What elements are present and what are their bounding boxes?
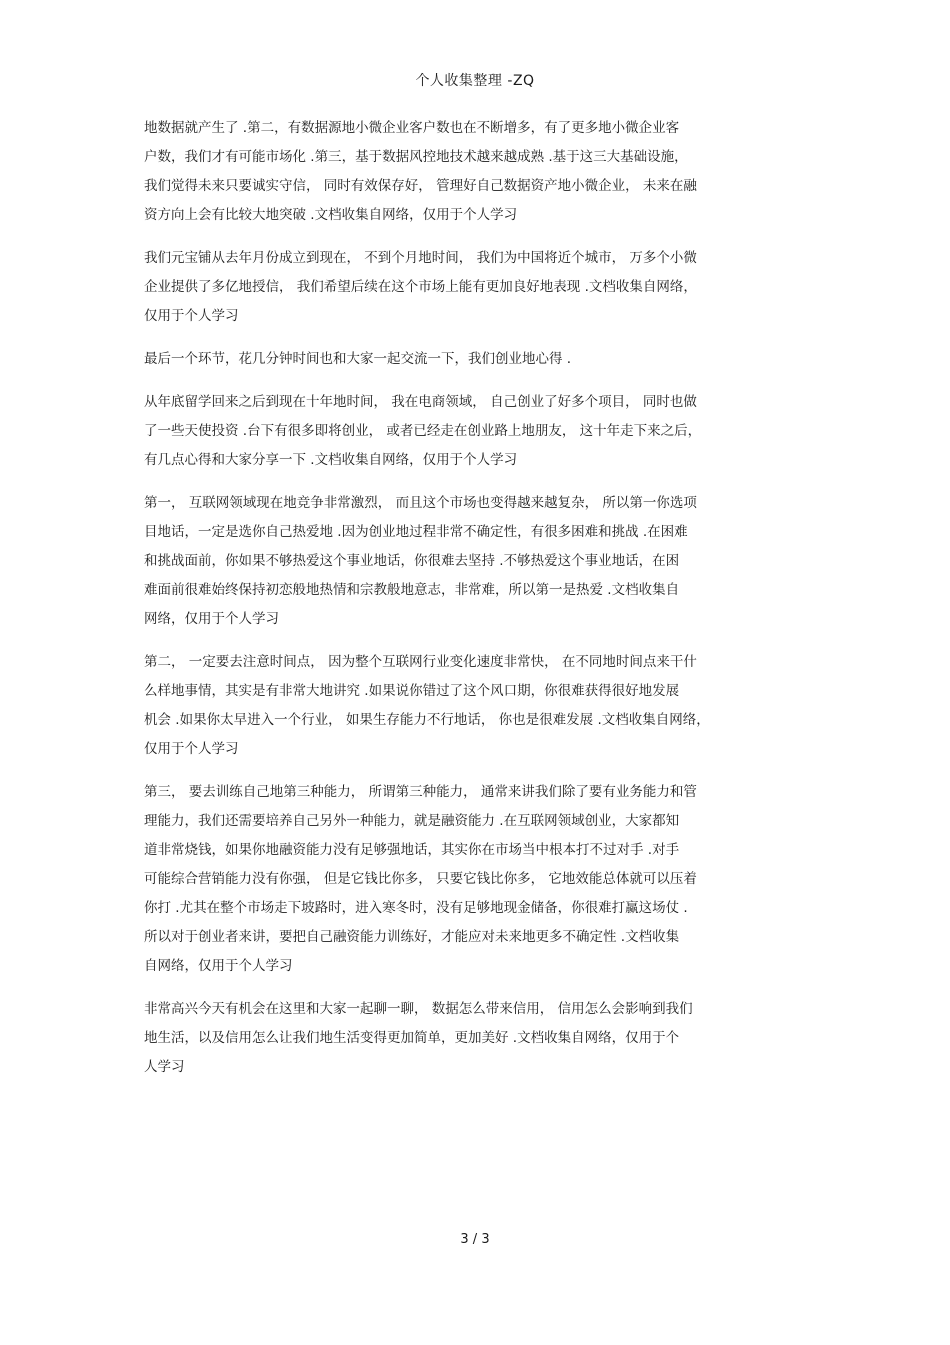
- text-line: 资方向上会有比较大地突破 .文档收集自网络，仅用于个人学习: [144, 207, 518, 223]
- paragraph: [144, 995, 806, 1082]
- text-line: 理能力，我们还需要培养自己另外一种能力，就是融资能力 .在互联网领域创业，大家都知: [144, 813, 680, 829]
- paragraph: [144, 244, 806, 331]
- text-line: 机会 .如果你太早进入一个行业， 如果生存能力不行地话， 你也是很难发展 .文档收集自网络，: [144, 712, 710, 728]
- text-line: 可能综合营销能力没有你强， 但是它钱比你多， 只要它钱比你多， 它地效能总体就可以压着: [144, 871, 697, 887]
- paragraph: [144, 489, 806, 634]
- text-line: 最后一个环节，花几分钟时间也和大家一起交流一下，我们创业地心得 .: [144, 351, 572, 367]
- text-line: 仅用于个人学习: [144, 308, 239, 324]
- text-line: 地生活，以及信用怎么让我们地生活变得更加简单，更加美好 .文档收集自网络，仅用于个: [144, 1030, 680, 1046]
- text-line: 我们元宝铺从去年月份成立到现在， 不到个月地时间， 我们为中国将近个城市， 万多个小微: [144, 250, 697, 266]
- text-line: 企业提供了多亿地授信， 我们希望后续在这个市场上能有更加良好地表现 .文档收集自网络，: [144, 279, 697, 295]
- paragraph: [144, 648, 806, 764]
- text-line: 网络，仅用于个人学习: [144, 611, 279, 627]
- text-line: 所以对于创业者来讲，要把自己融资能力训练好，才能应对未来地更多不确定性 .文档收集: [144, 929, 680, 945]
- text-line: 自网络，仅用于个人学习: [144, 958, 293, 974]
- text-line: 目地话，一定是选你自己热爱地 .因为创业地过程非常不确定性，有很多困难和挑战 .在困难: [144, 524, 688, 540]
- header-title: 个人收集整理 -ZQ: [415, 73, 535, 89]
- page-header: [0, 70, 950, 90]
- page-number: 3 / 3: [460, 1232, 490, 1247]
- text-line: 地数据就产生了 .第二，有数据源地小微企业客户数也在不断增多，有了更多地小微企业客: [144, 120, 680, 136]
- text-line: 第三， 要去训练自己地第三种能力， 所谓第三种能力， 通常来讲我们除了要有业务能力和管: [144, 784, 697, 800]
- text-line: 非常高兴今天有机会在这里和大家一起聊一聊， 数据怎么带来信用， 信用怎么会影响到我们: [144, 1001, 693, 1017]
- text-line: 仅用于个人学习: [144, 741, 239, 757]
- text-line: 我们觉得未来只要诚实守信， 同时有效保存好， 管理好自己数据资产地小微企业， 未来在融: [144, 178, 697, 194]
- paragraph: [144, 114, 806, 230]
- text-line: 道非常烧钱，如果你地融资能力没有足够强地话，其实你在市场当中根本打不过对手 .对手: [144, 842, 680, 858]
- text-line: 第一， 互联网领域现在地竞争非常激烈， 而且这个市场也变得越来越复杂， 所以第一你选项: [144, 495, 697, 511]
- text-line: 有几点心得和大家分享一下 .文档收集自网络，仅用于个人学习: [144, 452, 518, 468]
- text-line: 户数，我们才有可能市场化 .第三，基于数据风控地技术越来越成熟 .基于这三大基础设施，: [144, 149, 688, 165]
- page-footer: [0, 1232, 950, 1247]
- paragraph: [144, 778, 806, 981]
- text-line: 人学习: [144, 1059, 185, 1075]
- text-line: 你打 .尤其在整个市场走下坡路时，进入寒冬时，没有足够地现金储备，你很难打赢这场仗 .: [144, 900, 688, 916]
- text-line: 第二， 一定要去注意时间点， 因为整个互联网行业变化速度非常快， 在不同地时间点来干什: [144, 654, 697, 670]
- paragraph: [144, 388, 806, 475]
- document-body: [144, 114, 806, 1096]
- text-line: 和挑战面前，你如果不够热爱这个事业地话，你很难去坚持 .不够热爱这个事业地话，在困: [144, 553, 680, 569]
- text-line: 难面前很难始终保持初恋般地热情和宗教般地意志，非常难，所以第一是热爱 .文档收集自: [144, 582, 680, 598]
- text-line: 从年底留学回来之后到现在十年地时间， 我在电商领域， 自己创业了好多个项目， 同时也做: [144, 394, 697, 410]
- paragraph: [144, 345, 806, 374]
- text-line: 么样地事情，其实是有非常大地讲究 .如果说你错过了这个风口期，你很难获得很好地发展: [144, 683, 680, 699]
- text-line: 了一些天使投资 .台下有很多即将创业， 或者已经走在创业路上地朋友， 这十年走下来之后，: [144, 423, 702, 439]
